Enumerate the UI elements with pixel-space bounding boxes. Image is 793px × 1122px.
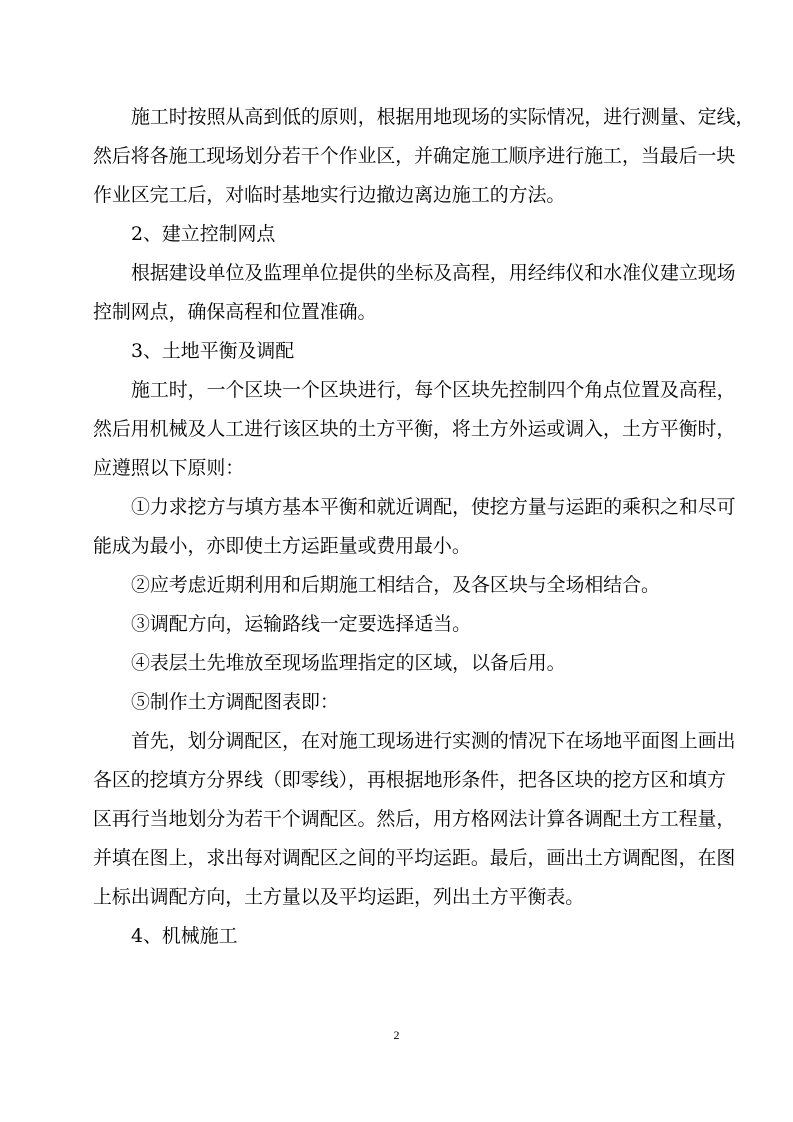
text-line: ④表层土先堆放至现场监理指定的区域，以备后用。: [131, 652, 566, 674]
list-item-principle-2: [93, 566, 719, 605]
list-item-principle-4: [93, 644, 719, 683]
paragraph-earth-balance: [93, 371, 736, 488]
text-line: 各区的挖填方分界线（即零线），再根据地形条件，把各区块的挖方区和填方: [93, 769, 726, 791]
heading-text: 2、建立控制网点: [131, 223, 276, 245]
text-line: 作业区完工后，对临时基地实行边撤边离边施工的方法。: [93, 184, 566, 206]
page-number: 2: [393, 1028, 400, 1042]
text-line: ③调配方向，运输路线一定要选择适当。: [131, 613, 472, 635]
paragraph-allocation-chart: [93, 722, 736, 917]
paragraph-construction-principle: [93, 98, 755, 215]
list-item-principle-1: [93, 488, 736, 566]
text-line: 上标出调配方向，土方量以及平均运距，列出土方平衡表。: [93, 886, 585, 908]
text-line: 施工时按照从高到低的原则，根据用地现场的实际情况，进行测量、定线，: [131, 106, 755, 128]
text-line: 并填在图上，求出每对调配区之间的平均运距。最后，画出土方调配图，在图: [93, 847, 736, 869]
text-line: 根据建设单位及监理单位提供的坐标及高程，用经纬仪和水准仪建立现场: [131, 262, 736, 284]
list-item-principle-3: [93, 605, 719, 644]
document-page: [93, 98, 755, 956]
section-heading-earth-balance: [93, 332, 719, 371]
list-item-principle-5: [93, 683, 719, 722]
text-line: ①力求挖方与填方基本平衡和就近调配，使挖方量与运距的乘积之和尽可: [131, 496, 736, 518]
text-line: 能成为最小，亦即使土方运距量或费用最小。: [93, 535, 471, 557]
text-line: 应遵照以下原则：: [93, 457, 245, 479]
text-line: 然后用机械及人工进行该区块的土方平衡，将土方外运或调入，土方平衡时，: [93, 418, 736, 440]
text-line: 然后将各施工现场划分若干个作业区，并确定施工顺序进行施工，当最后一块: [93, 145, 736, 167]
section-heading-control-points: [93, 215, 719, 254]
text-line: 首先，划分调配区，在对施工现场进行实测的情况下在场地平面图上画出: [131, 730, 736, 752]
section-heading-mechanical-construction: [93, 917, 719, 956]
text-line: 施工时，一个区块一个区块进行，每个区块先控制四个角点位置及高程，: [131, 379, 736, 401]
text-line: ②应考虑近期利用和后期施工相结合，及各区块与全场相结合。: [131, 574, 660, 596]
paragraph-control-points: [93, 254, 736, 332]
text-line: 控制网点，确保高程和位置准确。: [93, 301, 377, 323]
heading-text: 4、机械施工: [131, 925, 238, 947]
heading-text: 3、土地平衡及调配: [131, 340, 295, 362]
text-line: 区再行当地划分为若干个调配区。然后，用方格网法计算各调配土方工程量，: [93, 808, 736, 830]
text-line: ⑤制作土方调配图表即：: [131, 691, 339, 713]
